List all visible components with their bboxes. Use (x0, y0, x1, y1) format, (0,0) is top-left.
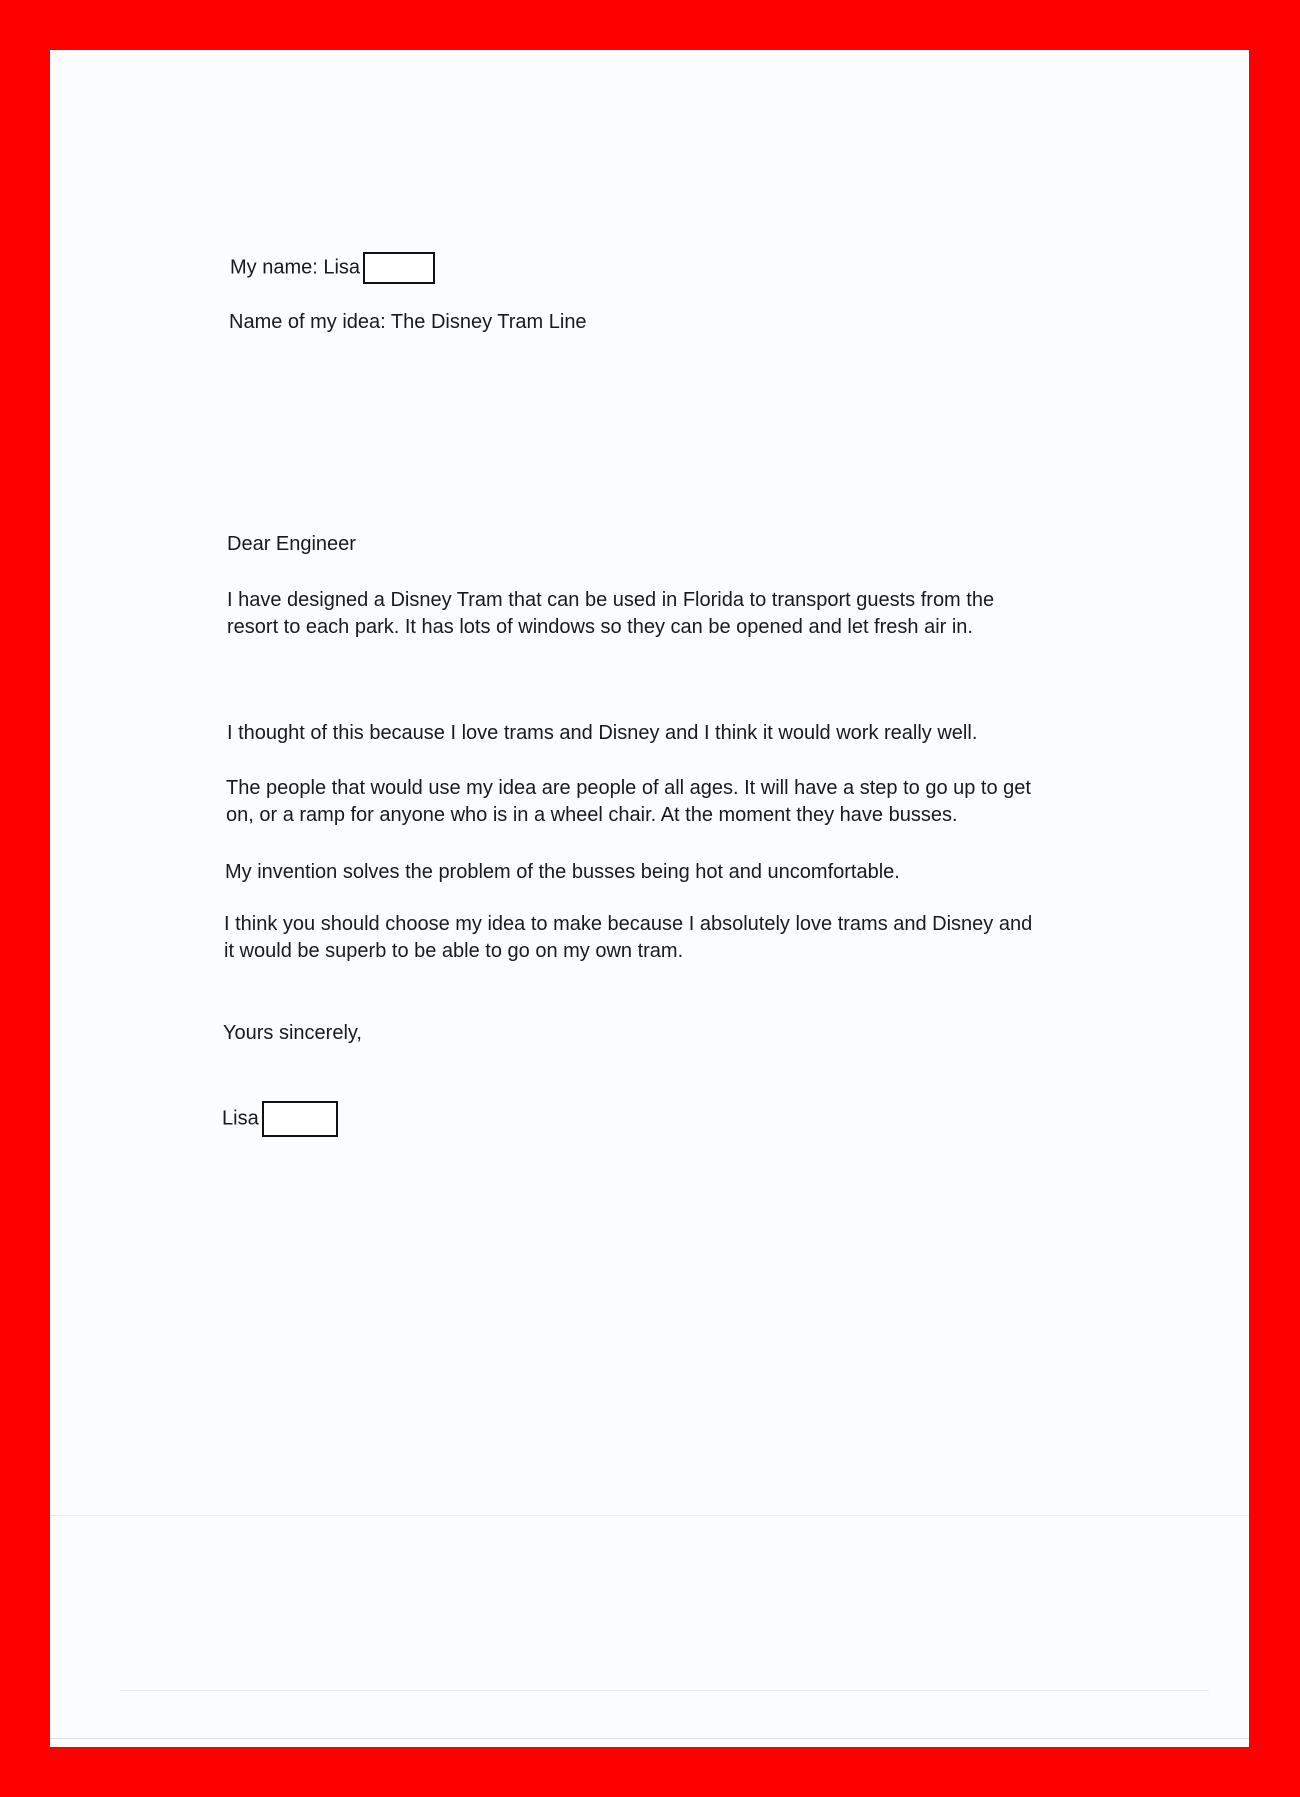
paragraph-1-line-2: resort to each park. It has lots of windows so they can be opened and let fresh air in. (227, 616, 973, 638)
scan-artifact-line (120, 1690, 1209, 1691)
paragraph-2-line-1: I thought of this because I love trams and Disney and I think it would work really well. (227, 722, 978, 744)
paragraph-5-line-2: it would be superb to be able to go on my own tram. (224, 940, 684, 962)
closing: Yours sincerely, (223, 1022, 362, 1044)
paragraph-3-line-1: The people that would use my idea are people of all ages. It will have a step to go up to get (226, 777, 1031, 799)
paragraph-5 (224, 911, 1104, 965)
scan-artifact-line (50, 1515, 1249, 1516)
paragraph-1 (227, 587, 1107, 641)
salutation: Dear Engineer (227, 533, 356, 555)
paragraph-3-line-2: on, or a ramp for anyone who is in a wheel chair. At the moment they have busses. (226, 804, 958, 826)
name-line (230, 252, 435, 284)
letter-page (50, 50, 1249, 1747)
name-label: My name: Lisa (230, 256, 361, 279)
paragraph-5-line-1: I think you should choose my idea to make because I absolutely love trams and Disney and (224, 913, 1033, 935)
paragraph-4 (225, 859, 1105, 886)
paragraph-2 (227, 720, 1107, 747)
signature-name: Lisa (222, 1107, 259, 1130)
signature-redaction-box (262, 1101, 338, 1137)
signature-line (222, 1101, 338, 1137)
scan-artifact-line (50, 1738, 1249, 1739)
paragraph-3 (226, 775, 1106, 829)
idea-name-line: Name of my idea: The Disney Tram Line (229, 311, 587, 333)
surname-redaction-box (363, 252, 435, 284)
paragraph-1-line-1: I have designed a Disney Tram that can be used in Florida to transport guests from the (227, 589, 995, 611)
paragraph-4-line-1: My invention solves the problem of the busses being hot and uncomfortable. (225, 861, 900, 883)
